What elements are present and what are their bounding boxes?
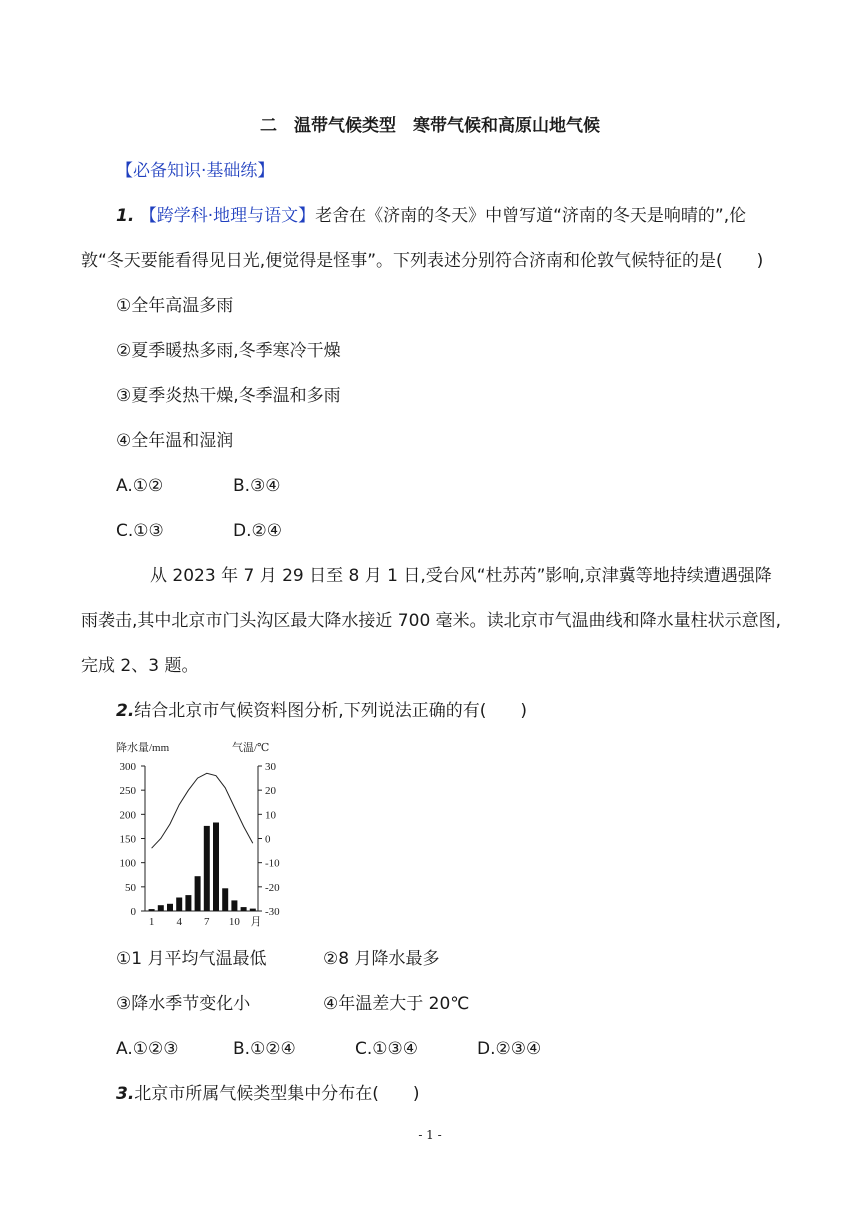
precipitation-bar: [195, 876, 201, 911]
y-left-tick-label: 150: [119, 833, 136, 846]
y-left-tick-label: 300: [119, 761, 136, 773]
q2-option-a: A.①②③: [116, 1039, 179, 1059]
precipitation-bar: [241, 907, 247, 911]
y-left-tick-label: 200: [119, 809, 136, 822]
x-tick-label: 7: [204, 916, 210, 928]
q2-item-2: ②8 月降水最多: [323, 949, 440, 969]
passage-line-3: 完成 2、3 题。: [81, 656, 199, 676]
q1-item-1: ①全年高温多雨: [116, 296, 234, 316]
x-axis-unit-label: 月: [250, 916, 262, 928]
y-left-tick-label: 50: [125, 881, 136, 894]
q1-option-a: A.①②: [116, 476, 164, 496]
q1-tag: 【跨学科·地理与语文】: [139, 206, 316, 226]
precipitation-bar: [231, 900, 237, 911]
precipitation-bar: [158, 905, 164, 911]
q3-text: 北京市所属气候类型集中分布在( ): [134, 1084, 420, 1104]
q1-option-c: C.①③: [116, 521, 164, 541]
precipitation-bar: [222, 888, 228, 911]
section-tag: 【必备知识·基础练】: [116, 161, 275, 181]
climate-chart: [110, 735, 280, 930]
q2-option-d: D.②③④: [477, 1039, 542, 1059]
q1-item-4: ④全年温和湿润: [116, 431, 234, 451]
q2-option-b: B.①②④: [233, 1039, 296, 1059]
y-left-tick-label: 250: [119, 785, 136, 798]
precipitation-bar: [204, 826, 210, 911]
ylabel-left: 降水量/mm: [116, 742, 170, 754]
q1-option-b: B.③④: [233, 476, 281, 496]
q2-text: 结合北京市气候资料图分析,下列说法正确的有( ): [134, 701, 527, 721]
y-right-tick-label: -30: [265, 906, 280, 918]
passage-line-1: 从 2023 年 7 月 29 日至 8 月 1 日,受台风“杜苏芮”影响,京津冀等地持续遭遇强降: [150, 566, 772, 586]
y-right-tick-label: -20: [265, 881, 280, 894]
x-tick-label: 4: [176, 916, 182, 928]
y-right-tick-label: 0: [265, 833, 271, 846]
q1-line2: 敦“冬天要能看得见日光,便觉得是怪事”。下列表述分别符合济南和伦敦气候特征的是( ): [81, 251, 764, 271]
precipitation-bar: [167, 904, 173, 911]
precipitation-bar: [213, 823, 219, 912]
precipitation-bar: [185, 895, 191, 911]
y-right-tick-label: 30: [265, 761, 276, 773]
q2-line: [116, 699, 527, 723]
q1-number: 1.: [116, 206, 135, 226]
q2-option-c: C.①③④: [355, 1039, 418, 1059]
x-tick-label: 1: [148, 916, 155, 928]
precipitation-bar: [149, 909, 155, 911]
page-number: - 1 -: [418, 1128, 442, 1142]
q1-option-d: D.②④: [233, 521, 282, 541]
ylabel-right: 气温/℃: [232, 742, 270, 754]
y-right-tick-label: 20: [265, 785, 276, 798]
chart-bars: [149, 823, 256, 912]
q2-number: 2.: [116, 701, 135, 721]
x-tick-label: 10: [228, 916, 240, 928]
q1-line1: [116, 204, 746, 228]
page-title: 二 温带气候类型 寒带气候和高原山地气候: [260, 116, 600, 136]
y-left-tick-label: 100: [119, 857, 136, 870]
q1-text-rest: 老舍在《济南的冬天》中曾写道“济南的冬天是响晴的”,伦: [315, 206, 747, 226]
y-left-tick-label: 0: [130, 906, 136, 918]
q2-item-4: ④年温差大于 20℃: [323, 994, 470, 1014]
y-right-tick-label: -10: [265, 857, 280, 870]
q3-line: [116, 1082, 420, 1106]
q1-item-3: ③夏季炎热干燥,冬季温和多雨: [116, 386, 341, 406]
passage-line-2: 雨袭击,其中北京市门头沟区最大降水接近 700 毫米。读北京市气温曲线和降水量柱状示意图,: [81, 611, 782, 631]
precipitation-bar: [176, 898, 182, 912]
q2-item-3: ③降水季节变化小: [116, 994, 251, 1014]
precipitation-bar: [250, 909, 256, 911]
q1-item-2: ②夏季暖热多雨,冬季寒冷干燥: [116, 341, 341, 361]
q2-item-1: ①1 月平均气温最低: [116, 949, 267, 969]
temperature-curve: [152, 773, 253, 848]
y-right-tick-label: 10: [265, 809, 276, 822]
q3-number: 3.: [116, 1084, 135, 1104]
